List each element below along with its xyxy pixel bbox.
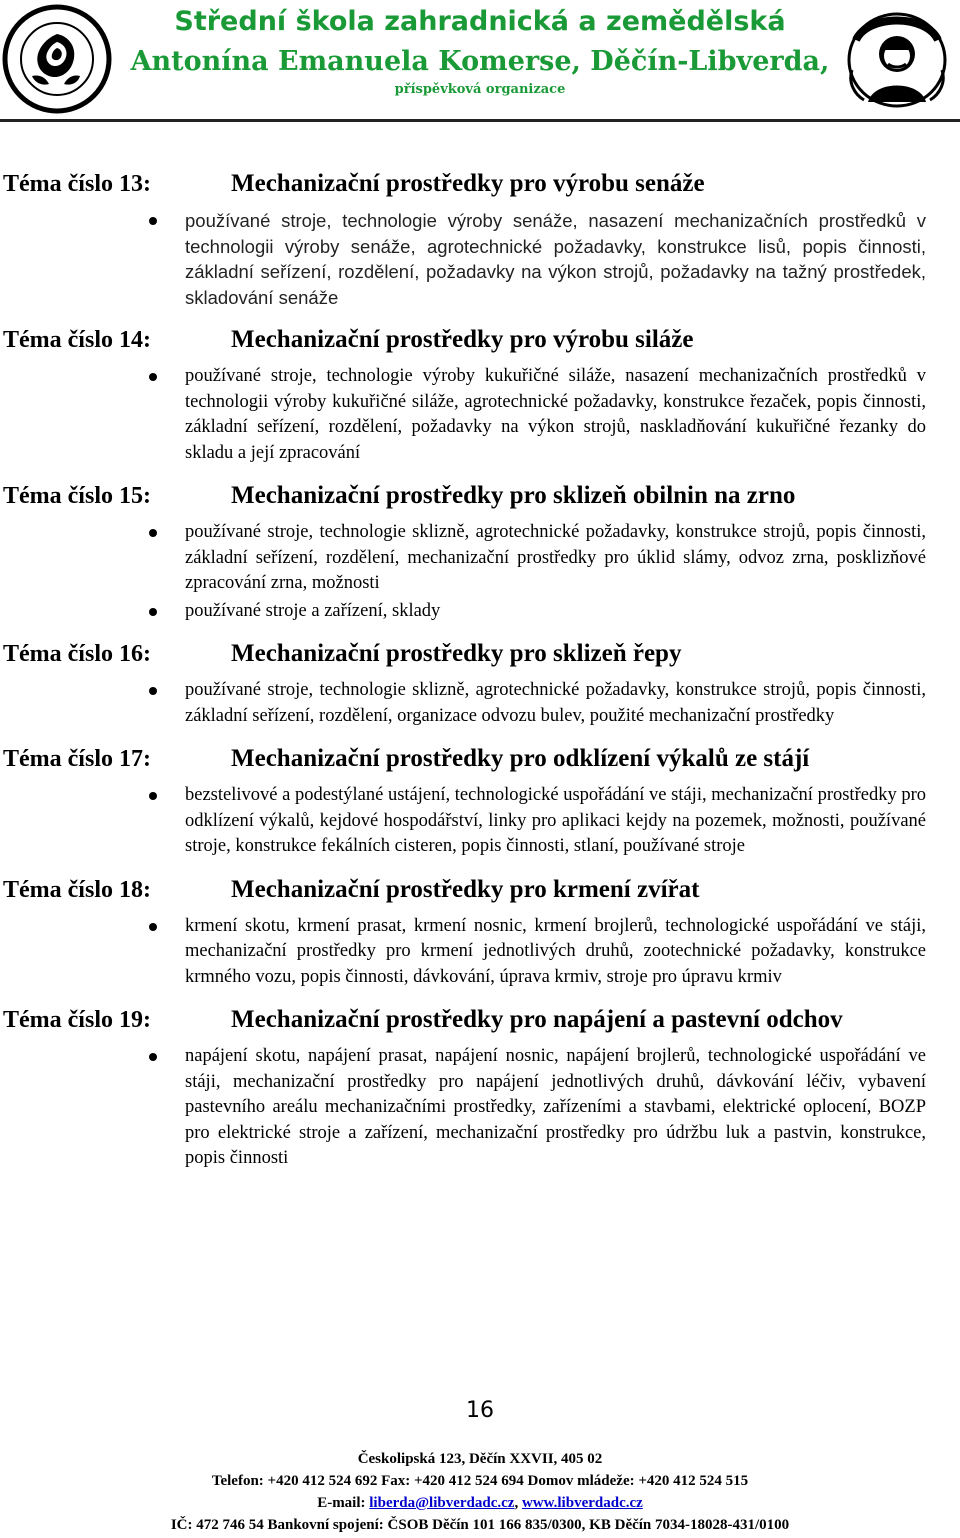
bullet-icon — [149, 373, 157, 381]
footer-bank: IČ: 472 746 54 Bankovní spojení: ČSOB Děčín 101 166 835/0300, KB Děčín 7034-18028-431/0100 — [170, 1517, 790, 1533]
school-legal-form: příspěvková organizace — [394, 82, 566, 97]
topics-list — [0, 160, 960, 1172]
topic-number: Téma číslo 14: — [3, 327, 151, 353]
bullet-text: používané stroje, technologie výroby senáže, nasazení mechanizačních prostředků v technologii výroby senáže, agrotechnické požadavky, konstrukce lisů, popis činnosti, základní seřízení, rozdělení, požadavky na výkon strojů, požadavky na tažný prostředek, skladování senáže — [185, 210, 926, 308]
bullet-text: používané stroje, technologie sklizně, agrotechnické požadavky, konstrukce strojů, popis činnosti, základní seřízení, rozdělení, organizace odvozu bulev, použité mechanizační prostředky — [185, 680, 926, 726]
school-name-line-2: Antonína Emanuela Komerse, Děčín-Libverda, — [130, 46, 830, 77]
footer-address: Českolipská 123, Děčín XXVII, 405 02 — [357, 1451, 603, 1467]
topic-number: Téma číslo 15: — [3, 483, 151, 509]
topic-17 — [0, 735, 960, 860]
topic-number: Téma číslo 13: — [3, 171, 151, 197]
topic-13 — [0, 160, 960, 310]
bullet-text: používané stroje, technologie sklizně, agrotechnické požadavky, konstrukce strojů, popis činnosti, základní seřízení, rozdělení, mechanizační prostředky pro úklid slámy, odvoz zrna, posklizňové zpracování zrna, možnosti — [185, 522, 926, 593]
bullet-text: používané stroje, technologie výroby kukuřičné siláže, nasazení mechanizačních prostředků v technologii výroby kukuřičné siláže, agrotechnické požadavky, konstrukce řezaček, popis činnosti, základní seřízení, rozdělení, požadavky na výkon strojů, naskladňování kukuřičné řezanky do skladu a její zpracování — [185, 366, 926, 463]
topic-title: Mechanizační prostředky pro sklizeň obilnin na zrno — [231, 482, 796, 509]
bullet-icon — [149, 687, 157, 695]
bullet-text: používané stroje a zařízení, sklady — [185, 600, 441, 621]
topic-bullet — [0, 599, 960, 625]
topic-bullet — [0, 208, 960, 310]
bullet-icon — [149, 923, 157, 931]
topic-number: Téma číslo 18: — [3, 876, 151, 903]
topic-title: Mechanizační prostředky pro výrobu siláže — [231, 326, 694, 353]
bullet-icon — [149, 529, 157, 537]
founder-portrait-logo — [838, 0, 956, 112]
topic-14 — [0, 316, 960, 466]
footer-email-label: E-mail: — [317, 1495, 366, 1511]
topic-title: Mechanizační prostředky pro odklízení výkalů ze stájí — [231, 745, 810, 772]
topic-bullet — [0, 783, 960, 860]
topic-bullet — [0, 520, 960, 597]
topic-number: Téma číslo 19: — [3, 1007, 151, 1033]
footer-contacts — [0, 1492, 960, 1514]
bullet-text: bezstelivové a podestýlané ustájení, technologické uspořádání ve stáji, mechanizační prostředky pro odklízení výkalů, kejdové hospodářství, linky pro aplikaci kejdy na pozemek, možnosti, používané stroje, konstrukce fekálních cisteren, popis činnosti, stlaní, používané stroje — [185, 785, 926, 856]
topic-bullet — [0, 678, 960, 729]
school-rose-logo — [2, 4, 112, 114]
topic-bullet — [0, 914, 960, 991]
topic-bullet — [0, 364, 960, 466]
topic-title: Mechanizační prostředky pro krmení zvířat — [231, 875, 700, 903]
topic-16 — [0, 630, 960, 729]
topic-number: Téma číslo 16: — [3, 641, 151, 667]
topic-title: Mechanizační prostředky pro sklizeň řepy — [231, 640, 682, 667]
footer-phones: Telefon: +420 412 524 692 Fax: +420 412 524 694 Domov mládeže: +420 412 524 515 — [211, 1473, 749, 1489]
page-header — [0, 0, 960, 120]
page-number: 16 — [466, 1398, 494, 1423]
topic-title: Mechanizační prostředky pro výrobu senáže — [231, 170, 705, 197]
website-link[interactable]: www.libverdadc.cz — [521, 1495, 643, 1511]
bullet-text: napájení skotu, napájení prasat, napájení nosnic, napájení brojlerů, technologické uspořádání ve stáji, mechanizační prostředky pro napájení jednotlivých druhů, dávkování léčiv, vybavení pastevního areálu mechanizačními prostředky, zařízeními a stavbami, elektrické oplocení, BOZP pro elektrické stroje a zařízení, mechanizační prostředky pro údržbu luk a pastvin, konstrukce, popis činnosti — [185, 1046, 926, 1168]
email-link[interactable]: liberda@libverdadc.cz — [369, 1495, 515, 1511]
header-divider — [0, 119, 960, 122]
bullet-icon — [149, 792, 157, 800]
footer-separator: , — [514, 1495, 519, 1511]
topic-title: Mechanizační prostředky pro napájení a pastevní odchov — [231, 1006, 843, 1033]
bullet-icon — [149, 1053, 157, 1061]
bullet-icon — [149, 217, 157, 225]
bullet-text: krmení skotu, krmení prasat, krmení nosnic, krmení brojlerů, technologické uspořádání ve stáji, mechanizační prostředky pro krmení jednotlivých druhů, zootechnické požadavky, konstrukce krmného vozu, popis činnosti, dávkování, úprava krmiv, stroje pro úpravu krmiv — [185, 915, 926, 987]
bullet-icon — [149, 608, 157, 616]
topic-18 — [0, 866, 960, 991]
topic-number: Téma číslo 17: — [3, 746, 151, 772]
topic-15 — [0, 472, 960, 624]
page-footer — [0, 1448, 960, 1536]
topic-19 — [0, 996, 960, 1172]
school-name-line-1: Střední škola zahradnická a zemědělská — [174, 6, 786, 37]
topic-bullet — [0, 1044, 960, 1172]
